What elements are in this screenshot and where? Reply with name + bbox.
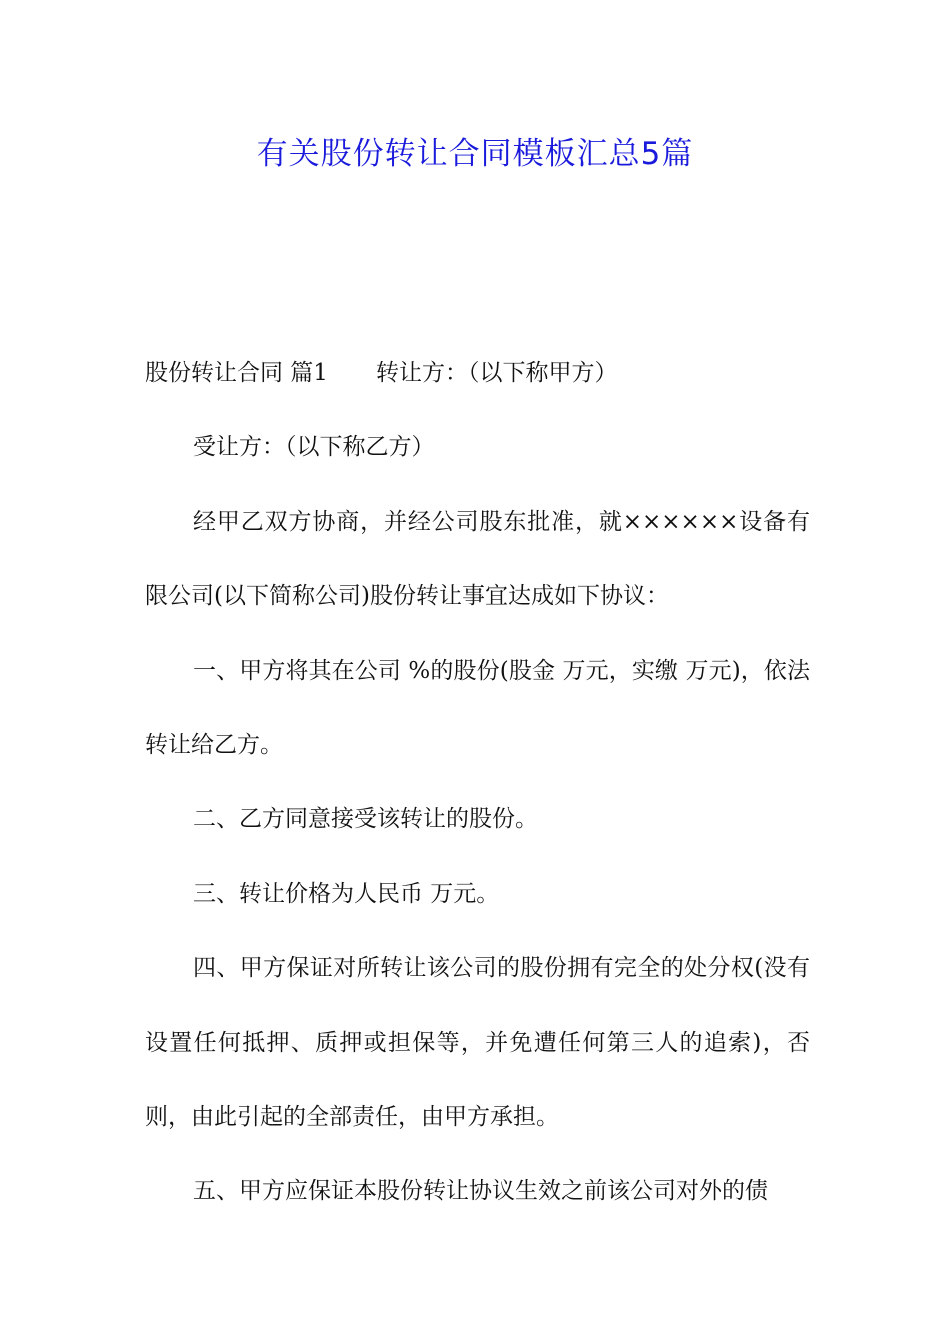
preamble-paragraph: 经甲乙双方协商，并经公司股东批准，就××××××设备有限公司(以下简称公司)股份转让事宜达成如下协议： (145, 508, 810, 610)
clause-3: 三、转让价格为人民币 万元。 (193, 880, 500, 907)
document-title: 有关股份转让合同模板汇总5篇 (256, 136, 694, 172)
transferee-line: 受让方：（以下称乙方） (193, 434, 435, 461)
clause-2: 二、乙方同意接受该转让的股份。 (193, 806, 538, 833)
clause-5: 五、甲方应保证本股份转让协议生效之前该公司对外的债 (193, 1178, 768, 1205)
document-body (145, 336, 810, 1229)
section-heading-line (145, 336, 810, 410)
transferor-line: 转让方：（以下称甲方） (375, 360, 618, 386)
clause-4: 四、甲方保证对所转让该公司的股份拥有完全的处分权(没有设置任何抵押、质押或担保等，并免遭任何第三人的追索)，否则，由此引起的全部责任，由甲方承担。 (145, 955, 810, 1131)
section-heading: 股份转让合同 篇1 (145, 360, 328, 386)
clause-1: 一、甲方将其在公司 %的股份(股金 万元，实缴 万元)，依法转让给乙方。 (145, 657, 810, 759)
